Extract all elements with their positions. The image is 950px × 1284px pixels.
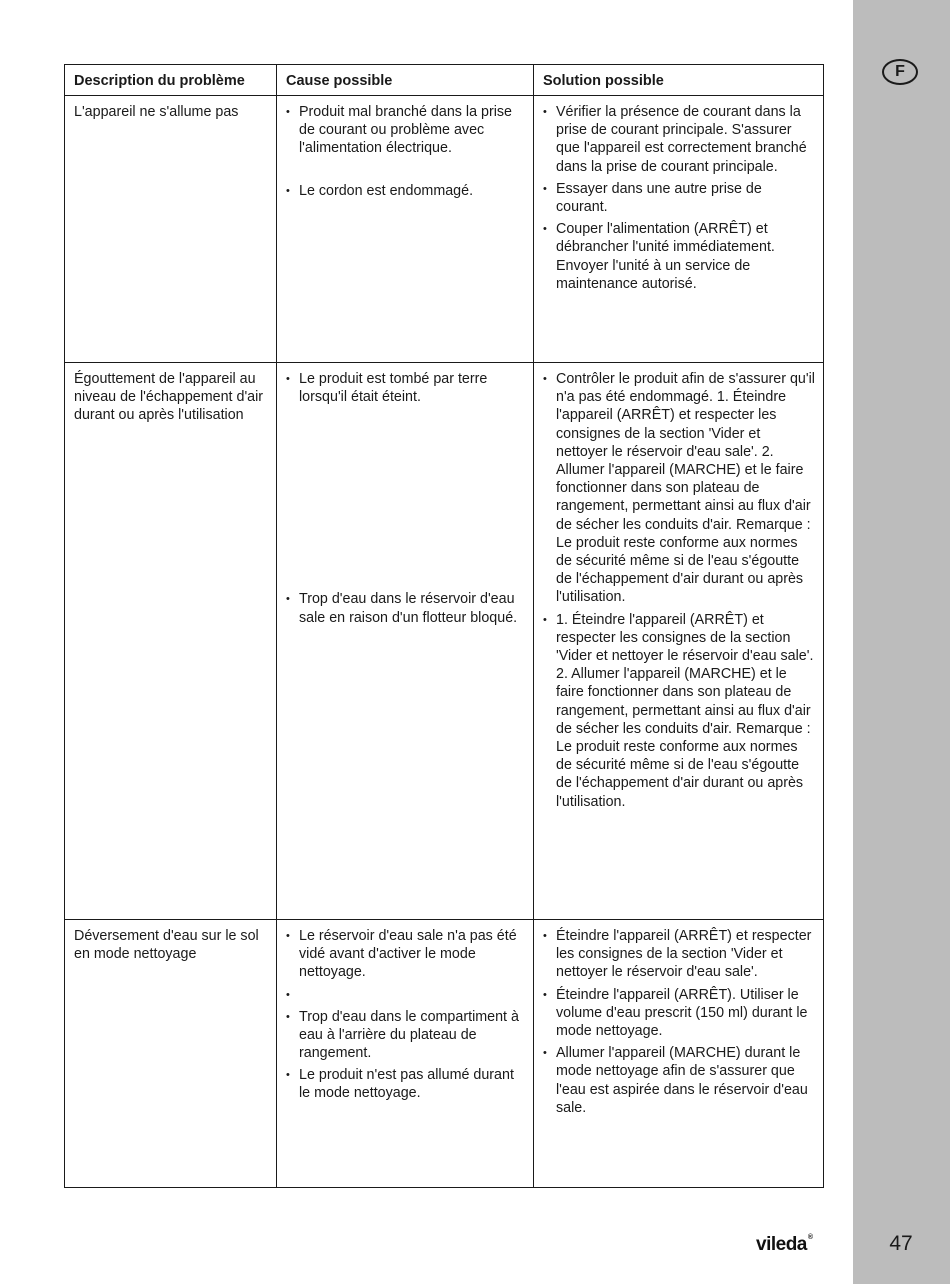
page-number: 47 xyxy=(889,1232,913,1255)
problem-text: Déversement d'eau sur le sol en mode nettoyage xyxy=(74,928,259,963)
cause-cell xyxy=(277,96,534,363)
list-item: • Couper l'alimentation (ARRÊT) et débrancher l'unité immédiatement. Envoyer l'unité à un service de maintenance autorisé. xyxy=(543,220,815,293)
solution-list xyxy=(543,103,815,293)
cause-cell xyxy=(277,363,534,920)
list-item: • Éteindre l'appareil (ARRÊT) et respecter les consignes de la section 'Vider et nettoyer le réservoir d'eau sale'. xyxy=(543,927,815,982)
solution-cell xyxy=(534,920,824,1188)
brand-logo-text: vileda xyxy=(756,1234,807,1255)
cause-cell xyxy=(277,920,534,1188)
list-item: • 1. Éteindre l'appareil (ARRÊT) et respecter les consignes de la section 'Vider et nettoyer le réservoir d'eau sale'. 2. Allumer l'appareil (MARCHE) et le faire fonctionner dans son plateau de rangement, permettant ainsi au flux d'air de sécher les conduits d'air. Remarque : Le produit reste conforme aux normes de sécurité même si de l'eau s'égoutte de l'échappement d'air durant ou après l'utilisation. xyxy=(543,611,815,811)
cause-list xyxy=(286,370,525,627)
list-item: • Le cordon est endommagé. xyxy=(286,182,525,200)
cause-list xyxy=(286,927,525,1103)
table-row xyxy=(65,363,824,920)
header-solution: Solution possible xyxy=(534,65,824,96)
list-item xyxy=(286,986,525,1004)
problem-text: Égouttement de l'appareil au niveau de l'échappement d'air durant ou après l'utilisation xyxy=(74,371,264,424)
list-item: • Produit mal branché dans la prise de courant ou problème avec l'alimentation électrique. xyxy=(286,103,525,158)
header-cause: Cause possible xyxy=(277,65,534,96)
list-item: • Le produit n'est pas allumé durant le mode nettoyage. xyxy=(286,1066,525,1102)
header-problem: Description du problème xyxy=(65,65,277,96)
list-item: • Le produit est tombé par terre lorsqu'il était éteint. xyxy=(286,370,525,406)
problem-cell xyxy=(65,96,277,363)
cause-list xyxy=(286,103,525,200)
problem-cell xyxy=(65,920,277,1188)
table-row xyxy=(65,920,824,1188)
problem-text: L'appareil ne s'allume pas xyxy=(74,104,239,120)
solution-list xyxy=(543,927,815,1117)
solution-cell xyxy=(534,363,824,920)
solution-cell xyxy=(534,96,824,363)
problem-cell xyxy=(65,363,277,920)
list-item: • Trop d'eau dans le réservoir d'eau sale en raison d'un flotteur bloqué. xyxy=(286,590,525,626)
list-item: • Contrôler le produit afin de s'assurer qu'il n'a pas été endommagé. 1. Éteindre l'appareil (ARRÊT) et respecter les consignes de la section 'Vider et nettoyer le réservoir d'eau sale'. 2. Allumer l'appareil (MARCHE) et le faire fonctionner dans son plateau de rangement, permettant ainsi au flux d'air de sécher les conduits d'air. Remarque : Le produit reste conforme aux normes de sécurité même si de l'eau s'égoutte de l'échappement d'air durant ou après l'utilisation. xyxy=(543,370,815,607)
list-item: • Le réservoir d'eau sale n'a pas été vidé avant d'activer le mode nettoyage. xyxy=(286,927,525,982)
troubleshooting-table xyxy=(64,64,824,1188)
solution-list xyxy=(543,370,815,811)
list-item: • Vérifier la présence de courant dans la prise de courant principale. S'assurer que l'appareil est correctement branché dans la prise de courant principale. xyxy=(543,103,815,176)
side-tab-strip xyxy=(853,0,950,1284)
list-item: • Trop d'eau dans le compartiment à eau à l'arrière du plateau de rangement. xyxy=(286,1008,525,1063)
table-row xyxy=(65,96,824,363)
list-item: • Éteindre l'appareil (ARRÊT). Utiliser le volume d'eau prescrit (150 ml) durant le mode nettoyage. xyxy=(543,986,815,1041)
brand-logo: vileda® xyxy=(756,1234,813,1255)
table-header-row xyxy=(65,65,824,96)
language-badge: F xyxy=(882,59,918,85)
list-item: • Allumer l'appareil (MARCHE) durant le mode nettoyage afin de s'assurer que l'eau est aspirée dans le réservoir d'eau sale. xyxy=(543,1044,815,1117)
list-item: • Essayer dans une autre prise de courant. xyxy=(543,180,815,216)
